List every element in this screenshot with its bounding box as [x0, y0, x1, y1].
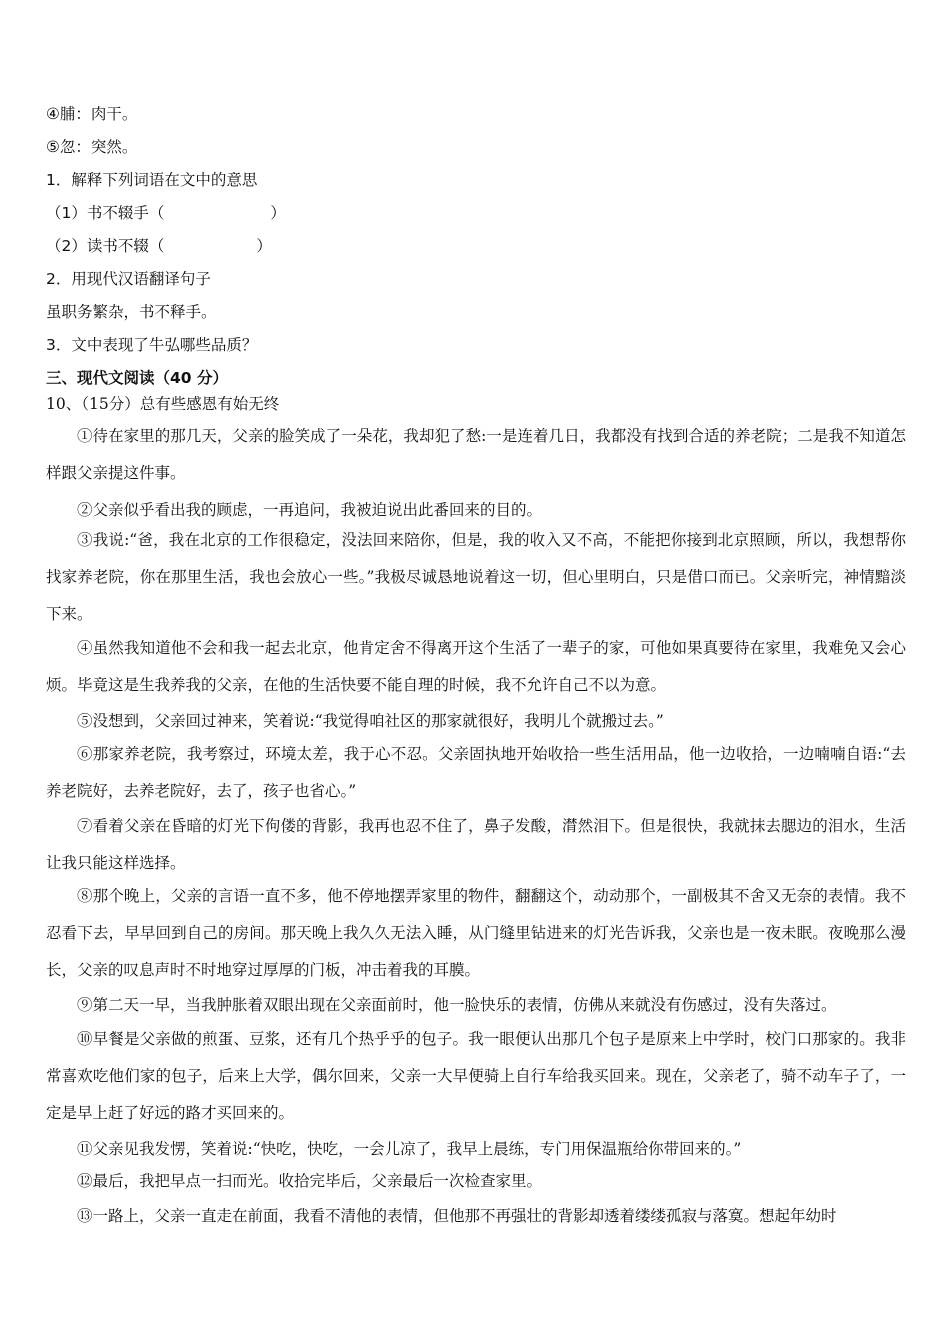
passage-paragraph-1: ①待在家里的那几天，父亲的脸笑成了一朵花，我却犯了愁:一是连着几日，我都没有找到合适的养老院；二是我不知道怎样跟父亲提这件事。 [46, 427, 906, 482]
question-2-sentence: 虽职务繁杂，书不释手。 [46, 303, 217, 321]
passage-paragraph-11: ⑪父亲见我发愣，笑着说:“快吃，快吃，一会儿凉了，我早上晨练，专门用保温瓶给你带回来的。” [77, 1140, 742, 1158]
question-2-title: 2．用现代汉语翻译句子 [46, 270, 211, 288]
question-1-item-1 [46, 203, 286, 223]
section-3-heading: 三、现代文阅读（40 分） [46, 369, 228, 387]
passage-paragraph-8: ⑧那个晚上，父亲的言语一直不多，他不停地摆弄家里的物件，翻翻这个，动动那个，一副极其不舍又无奈的表情。我不忍看下去，早早回到自己的房间。那天晚上我久久无法入睡，从门缝里钻进来的灯光告诉我，父亲也是一夜未眠。夜晚那么漫长，父亲的叹息声时不时地穿过厚厚的门板，冲击着我的耳膜。 [46, 887, 906, 979]
passage-paragraph-12: ⑫最后，我把早点一扫而光。收拾完毕后，父亲最后一次检查家里。 [77, 1172, 543, 1190]
question-1-item-2 [46, 236, 272, 256]
item-2-label: （2）读书不辍（ [46, 237, 165, 255]
passage-paragraph-9: ⑨第二天一早，当我肿胀着双眼出现在父亲面前时，他一脸快乐的表情，仿佛从来就没有伤感过，没有失落过。 [77, 996, 837, 1014]
passage-paragraph-2: ②父亲似乎看出我的顾虑，一再追问，我被迫说出此番回来的目的。 [77, 501, 543, 519]
passage-paragraph-3: ③我说:“爸，我在北京的工作很稳定，没法回来陪你，但是，我的收入又不高，不能把你接到北京照顾，所以，我想帮你找家养老院，你在那里生活，我也会放心一些。”我极尽诚恳地说着这一切，但心里明白，只是借口而已。父亲听完，神情黯淡下来。 [46, 531, 906, 623]
item-1-label: （1）书不辍手（ [46, 204, 165, 222]
item-2-close: ） [256, 237, 272, 255]
passage-paragraph-5: ⑤没想到，父亲回过神来，笑着说:“我觉得咱社区的那家就很好，我明儿个就搬过去。” [77, 712, 664, 730]
passage-paragraph-10: ⑩早餐是父亲做的煎蛋、豆浆，还有几个热乎乎的包子。我一眼便认出那几个包子是原来上中学时，校门口那家的。我非常喜欢吃他们家的包子，后来上大学，偶尔回来，父亲一大早便骑上自行车给我买回来。现在，父亲老了，骑不动车子了，一定是早上赶了好远的路才买回来的。 [46, 1030, 906, 1122]
passage-paragraph-7: ⑦看着父亲在昏暗的灯光下佝偻的背影，我再也忍不住了，鼻子发酸，潸然泪下。但是很快，我就抹去腮边的泪水，生活让我只能这样选择。 [46, 817, 906, 872]
passage-paragraph-4: ④虽然我知道他不会和我一起去北京，他肯定舍不得离开这个生活了一辈子的家，可他如果真要待在家里，我难免又会心烦。毕竟这是生我养我的父亲，在他的生活快要不能自理的时候，我不允许自己不以为意。 [46, 639, 906, 694]
footnote-5: ⑤忽：突然。 [46, 138, 138, 156]
item-1-close: ） [270, 204, 286, 222]
passage-paragraph-6: ⑥那家养老院，我考察过，环境太差，我于心不忍。父亲固执地开始收拾一些生活用品，他一边收拾，一边喃喃自语:“去养老院好，去养老院好，去了，孩子也省心。” [46, 745, 906, 800]
question-10-title: 10、（15分）总有些感恩有始无终 [46, 395, 280, 413]
question-3-title: 3．文中表现了牛弘哪些品质？ [46, 336, 258, 354]
footnote-4: ④脯：肉干。 [46, 105, 138, 123]
passage-paragraph-13: ⑬一路上，父亲一直走在前面，我看不清他的表情，但他那不再强壮的背影却透着缕缕孤寂与落寞。想起年幼时 [77, 1207, 837, 1225]
question-1-title: 1．解释下列词语在文中的意思 [46, 171, 258, 189]
